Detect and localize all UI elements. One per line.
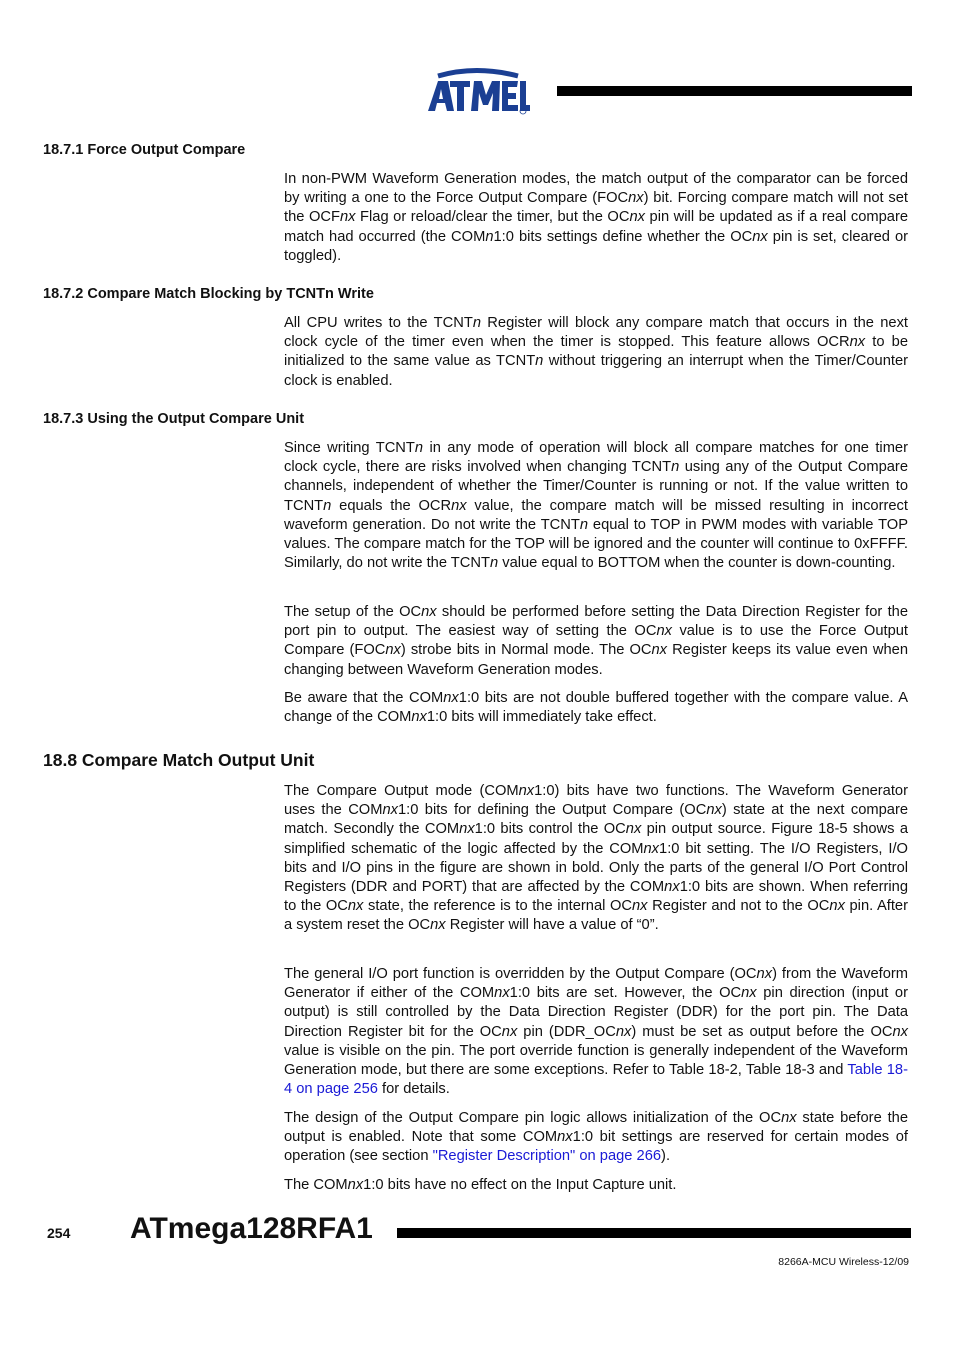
page-number: 254 (47, 1225, 71, 1241)
paragraph-output-unit-4: The COMnx1:0 bits have no effect on the Input Capture unit. (284, 1177, 677, 1193)
footer-rule (397, 1228, 911, 1238)
paragraph-using-output-compare-1: Since writing TCNTn in any mode of operation will block all compare matches for one timer clock cycle, there are risks involved when changing TCNTn using any of the Output Compare channels, independent of whether the Timer/Counter is running or not. If the value written to TCNTn equals the OCRnx value, the compare match will be missed resulting in incorrect waveform generation. Do not write the TCNTn equal to TOP in PWM modes with variable TOP values. The compare match for the TOP will be ignored and the counter will continue to 0xFFFF. Similarly, do not write the TCNTn value equal to BOTTOM when the counter is down-counting. (284, 440, 909, 572)
heading-compare-match-blocking: 18.7.2 Compare Match Blocking by TCNTn Write (43, 286, 374, 302)
atmel-logo (426, 67, 530, 115)
document-title: ATmega128RFA1 (130, 1212, 373, 1245)
header-rule (557, 86, 912, 96)
heading-using-output-compare-unit: 18.7.3 Using the Output Compare Unit (43, 411, 305, 427)
paragraph-compare-match-blocking: All CPU writes to the TCNTn Register will block any compare match that occurs in the next clock cycle of the timer even when the timer is stopped. This feature allows OCRnx to be initialized to the same value as TCNTn without triggering an interrupt when the Timer/Counter clock is enabled. (284, 315, 908, 389)
register-description-link[interactable]: "Register Description" on page 266 (432, 1148, 662, 1165)
paragraph-using-output-compare-3: Be aware that the COMnx1:0 bits are not double buffered together with the compare value. A change of the COMnx1:0 bits will immediately take effect. (284, 690, 908, 726)
heading-compare-match-output-unit: 18.8 Compare Match Output Unit (43, 750, 315, 770)
paragraph-force-output-compare: In non-PWM Waveform Generation modes, the match output of the comparator can be forced by writing a one to the Force Output Compare (FOCnx) bit. Forcing compare match will not set the OCFnx Flag or reload/clear the timer, but the OCnx pin will be updated as if a real compare match had occurred (the COMn1:0 bits settings define whether the OCnx pin is set, cleared or toggled). (284, 171, 909, 264)
paragraph-using-output-compare-2: The setup of the OCnx should be performed before setting the Data Direction Register for the port pin to output. The easiest way of setting the OCnx value is to use the Force Output Compare (FOCnx) strobe bits in Normal mode. The OCnx Register keeps its value even when changing between Waveform Generation modes. (284, 604, 908, 678)
paragraph-output-unit-2: The general I/O port function is overridden by the Output Compare (OCnx) from the Waveform Generator if either of the COMnx1:0 bits are set. However, the OCnx pin direction (input or output) is still controlled by the Data Direction Register (DDR) for the port pin. The Data Direction Register bit for the OCnx pin (DDR_OCnx) must be set as output before the OCnx value is visible on the pin. The port override function is generally independent of the Waveform Generation mode, but there are some exceptions. Refer to Table 18-2, Table 18-3 and Table 18-4 on page 256 for details. (284, 966, 908, 1098)
paragraph-output-unit-3: The design of the Output Compare pin logic allows initialization of the OCnx state before the output is enabled. Note that some COMnx1:0 bit settings are reserved for certain modes of operation (see section "Register Description" on page 266). (284, 1110, 908, 1165)
document-code: 8266A-MCU Wireless-12/09 (778, 1256, 909, 1268)
heading-force-output-compare: 18.7.1 Force Output Compare (43, 142, 246, 158)
paragraph-output-unit-1: The Compare Output mode (COMnx1:0) bits have two functions. The Waveform Generator uses the COMnx1:0 bits for defining the Output Compare (OCnx) state at the next compare match. Secondly the COMnx1:0 bits control the OCnx pin output source. Figure 18-5 shows a simplified schematic of the logic affected by the COMnx1:0 bit setting. The I/O Registers, I/O bits and I/O pins in the figure are shown in bold. Only the parts of the general I/O Port Control Registers (DDR and PORT) that are affected by the COMnx1:0 bits are shown. When referring to the OCnx state, the reference is to the internal OCnx Register and not to the OCnx pin. After a system reset the OCnx Register will have a value of “0”. (284, 783, 909, 934)
table-18-4-link[interactable]: Table 18-4 on page 256 (284, 1062, 908, 1098)
